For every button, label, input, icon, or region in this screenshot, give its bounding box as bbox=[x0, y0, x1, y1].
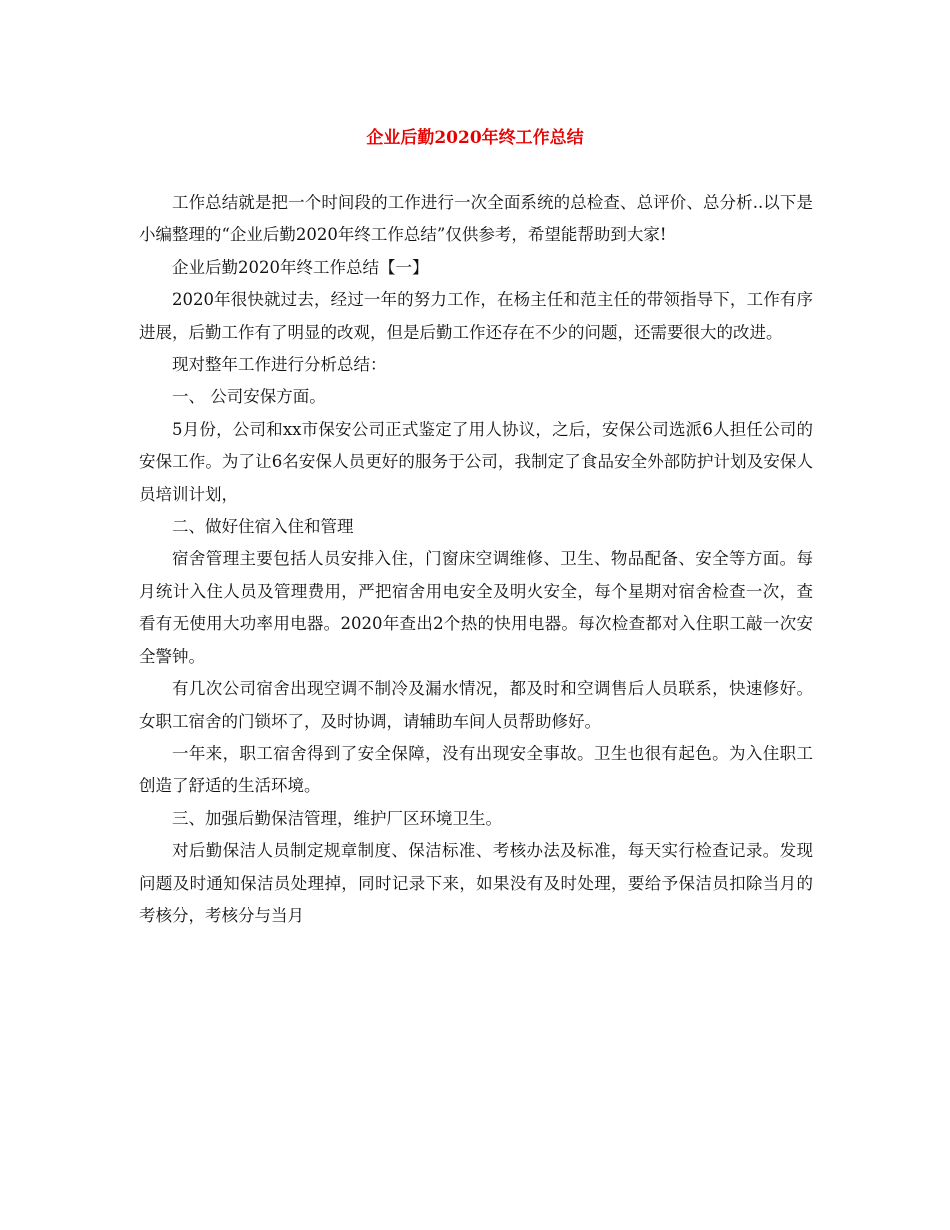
paragraph-intro: 工作总结就是把一个时间段的工作进行一次全面系统的总检查、总评价、总分析..以下是小编整理的“企业后勤2020年终工作总结”仅供参考，希望能帮助到大家! bbox=[139, 193, 813, 245]
paragraph-heading-cleaning: 三、加强后勤保洁管理，维护厂区环境卫生。 bbox=[172, 808, 502, 828]
paragraph-heading-security: 一、 公司安保方面。 bbox=[172, 387, 326, 407]
paragraph-section-heading: 企业后勤2020年终工作总结【一】 bbox=[172, 257, 429, 277]
paragraph: 有几次公司宿舍出现空调不制冷及漏水情况，都及时和空调售后人员联系，快速修好。女职工宿舍的门锁坏了，及时协调，请辅助车间人员帮助修好。 bbox=[139, 679, 813, 731]
paragraph: 宿舍管理主要包括人员安排入住，门窗床空调维修、卫生、物品配备、安全等方面。每月统计入住人员及管理费用，严把宿舍用电安全及明火安全，每个星期对宿舍检查一次，查看有无使用大功率用电器。2020年查出2个热的快用电器。每次检查都对入住职工敲一次安全警钟。 bbox=[139, 549, 813, 666]
paragraph: 现对整年工作进行分析总结： bbox=[172, 355, 387, 375]
paragraph: 一年来，职工宿舍得到了安全保障，没有出现安全事故。卫生也很有起色。为入住职工创造了舒适的生活环境。 bbox=[139, 743, 813, 796]
document-title: 企业后勤2020年终工作总结 bbox=[366, 128, 584, 148]
paragraph: 5月份，公司和xx市保安公司正式鉴定了用人协议，之后，安保公司选派6人担任公司的安保工作。为了让6名安保人员更好的服务于公司，我制定了食品安全外部防护计划及安保人员培训计划， bbox=[139, 419, 813, 504]
document-body bbox=[139, 187, 813, 932]
paragraph: 对后勤保洁人员制定规章制度、保洁标准、考核办法及标准，每天实行检查记录。发现问题及时通知保洁员处理掉，同时记录下来，如果没有及时处理，要给予保洁员扣除当月的考核分，考核分与当月 bbox=[139, 841, 813, 925]
paragraph-heading-dormitory: 二、做好住宿入住和管理 bbox=[172, 517, 354, 537]
paragraph: 2020年很快就过去，经过一年的努力工作，在杨主任和范主任的带领指导下，工作有序进展，后勤工作有了明显的改观，但是后勤工作还存在不少的问题，还需要很大的改进。 bbox=[139, 290, 813, 342]
